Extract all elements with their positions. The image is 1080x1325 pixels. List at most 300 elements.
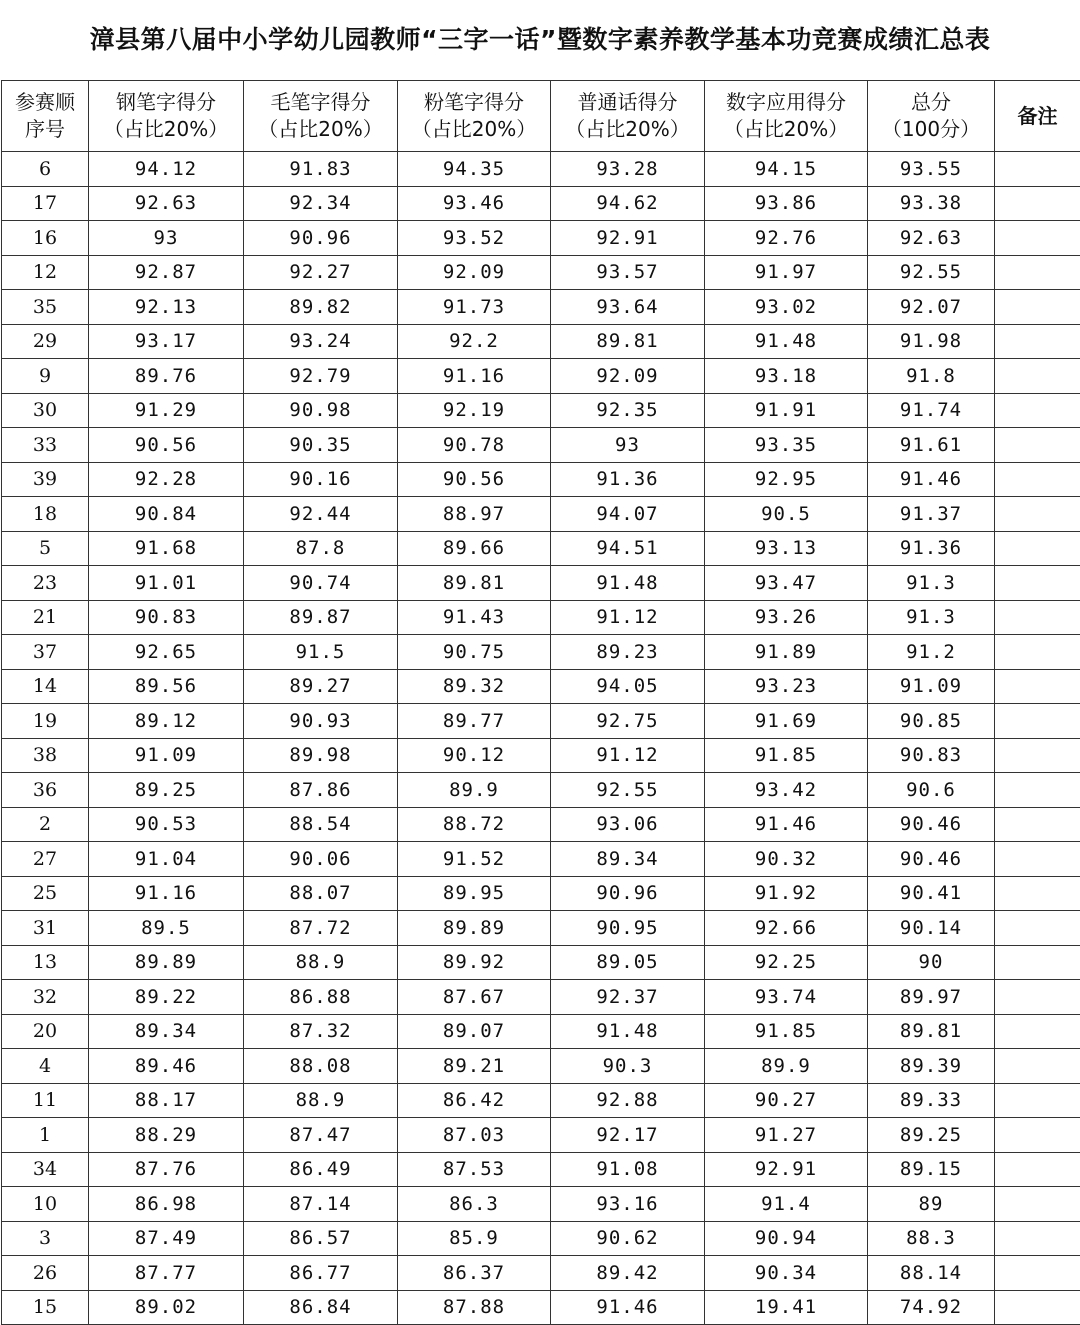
digital-score-cell: 92.95 [705, 462, 868, 497]
pen-score-cell: 91.16 [89, 876, 244, 911]
remarks-cell [995, 600, 1080, 635]
digital-score-cell: 89.9 [705, 1049, 868, 1084]
remarks-cell [995, 1256, 1080, 1291]
chalk-score-cell: 93.52 [398, 221, 551, 256]
mandarin-score-cell: 93 [551, 428, 705, 463]
mandarin-score-cell: 91.46 [551, 1290, 705, 1325]
digital-score-cell: 92.66 [705, 911, 868, 946]
digital-score-cell: 91.27 [705, 1118, 868, 1153]
mandarin-score-cell: 92.37 [551, 980, 705, 1015]
chalk-score-cell: 90.75 [398, 635, 551, 670]
pen-score-cell: 92.28 [89, 462, 244, 497]
total-score-cell: 91.61 [868, 428, 995, 463]
score-table [1, 80, 1080, 1325]
pen-score-cell: 89.89 [89, 945, 244, 980]
chalk-score-cell: 91.52 [398, 842, 551, 877]
mandarin-score-cell: 92.35 [551, 393, 705, 428]
pen-score-cell: 88.17 [89, 1083, 244, 1118]
remarks-cell [995, 945, 1080, 980]
header-label: 参赛顺 [2, 89, 88, 116]
mandarin-score-cell: 92.09 [551, 359, 705, 394]
chalk-score-cell: 86.3 [398, 1187, 551, 1222]
remarks-cell [995, 359, 1080, 394]
pen-score-cell: 90.56 [89, 428, 244, 463]
chalk-score-cell: 88.72 [398, 807, 551, 842]
seq-cell: 4 [2, 1049, 89, 1084]
digital-score-cell: 93.35 [705, 428, 868, 463]
remarks-cell [995, 669, 1080, 704]
pen-score-cell: 89.46 [89, 1049, 244, 1084]
brush-score-cell: 90.93 [244, 704, 398, 739]
remarks-cell [995, 1221, 1080, 1256]
table-row [2, 635, 1080, 670]
table-row [2, 945, 1080, 980]
header-label: 普通话得分 [551, 89, 704, 116]
digital-score-cell: 91.89 [705, 635, 868, 670]
table-row [2, 1152, 1080, 1187]
chalk-score-cell: 90.78 [398, 428, 551, 463]
mandarin-score-cell: 90.96 [551, 876, 705, 911]
total-score-cell: 90.46 [868, 807, 995, 842]
header-label: 备注 [995, 103, 1080, 130]
table-row [2, 462, 1080, 497]
brush-score-cell: 89.82 [244, 290, 398, 325]
header-sublabel: （100分） [868, 116, 994, 143]
chalk-score-cell: 87.03 [398, 1118, 551, 1153]
seq-cell: 3 [2, 1221, 89, 1256]
header-label: 数字应用得分 [705, 89, 867, 116]
mandarin-score-cell: 94.62 [551, 186, 705, 221]
mandarin-score-cell: 90.3 [551, 1049, 705, 1084]
mandarin-score-cell: 94.51 [551, 531, 705, 566]
digital-score-cell: 91.85 [705, 1014, 868, 1049]
remarks-cell [995, 255, 1080, 290]
seq-cell: 1 [2, 1118, 89, 1153]
chalk-score-cell: 89.95 [398, 876, 551, 911]
pen-score-cell: 92.13 [89, 290, 244, 325]
remarks-cell [995, 773, 1080, 808]
table-row [2, 255, 1080, 290]
total-score-cell: 74.92 [868, 1290, 995, 1325]
table-row [2, 1083, 1080, 1118]
seq-cell: 31 [2, 911, 89, 946]
header-label: 总分 [868, 89, 994, 116]
digital-score-cell: 90.94 [705, 1221, 868, 1256]
table-row [2, 359, 1080, 394]
remarks-cell [995, 290, 1080, 325]
pen-score-cell: 91.04 [89, 842, 244, 877]
digital-score-cell: 93.18 [705, 359, 868, 394]
mandarin-score-cell: 91.12 [551, 600, 705, 635]
brush-score-cell: 88.08 [244, 1049, 398, 1084]
brush-score-cell: 87.47 [244, 1118, 398, 1153]
digital-score-cell: 93.26 [705, 600, 868, 635]
digital-score-cell: 91.46 [705, 807, 868, 842]
table-row [2, 186, 1080, 221]
header-pen-score [89, 81, 244, 152]
brush-score-cell: 91.83 [244, 152, 398, 187]
header-mandarin-score [551, 81, 705, 152]
brush-score-cell: 87.14 [244, 1187, 398, 1222]
seq-cell: 36 [2, 773, 89, 808]
table-row [2, 704, 1080, 739]
mandarin-score-cell: 94.07 [551, 497, 705, 532]
mandarin-score-cell: 93.16 [551, 1187, 705, 1222]
chalk-score-cell: 92.2 [398, 324, 551, 359]
remarks-cell [995, 152, 1080, 187]
total-score-cell: 93.55 [868, 152, 995, 187]
brush-score-cell: 89.87 [244, 600, 398, 635]
seq-cell: 33 [2, 428, 89, 463]
pen-score-cell: 90.83 [89, 600, 244, 635]
chalk-score-cell: 90.56 [398, 462, 551, 497]
brush-score-cell: 86.88 [244, 980, 398, 1015]
mandarin-score-cell: 92.75 [551, 704, 705, 739]
chalk-score-cell: 86.37 [398, 1256, 551, 1291]
mandarin-score-cell: 91.48 [551, 566, 705, 601]
table-row [2, 807, 1080, 842]
digital-score-cell: 90.27 [705, 1083, 868, 1118]
seq-cell: 9 [2, 359, 89, 394]
digital-score-cell: 93.47 [705, 566, 868, 601]
brush-score-cell: 93.24 [244, 324, 398, 359]
seq-cell: 12 [2, 255, 89, 290]
chalk-score-cell: 87.88 [398, 1290, 551, 1325]
chalk-score-cell: 93.46 [398, 186, 551, 221]
seq-cell: 16 [2, 221, 89, 256]
header-sublabel: （占比20%） [244, 116, 397, 143]
total-score-cell: 90.83 [868, 738, 995, 773]
pen-score-cell: 88.29 [89, 1118, 244, 1153]
chalk-score-cell: 89.9 [398, 773, 551, 808]
remarks-cell [995, 1083, 1080, 1118]
chalk-score-cell: 94.35 [398, 152, 551, 187]
header-seq [2, 81, 89, 152]
pen-score-cell: 87.76 [89, 1152, 244, 1187]
mandarin-score-cell: 93.28 [551, 152, 705, 187]
chalk-score-cell: 89.32 [398, 669, 551, 704]
chalk-score-cell: 91.16 [398, 359, 551, 394]
remarks-cell [995, 462, 1080, 497]
total-score-cell: 88.3 [868, 1221, 995, 1256]
pen-score-cell: 89.25 [89, 773, 244, 808]
total-score-cell: 92.55 [868, 255, 995, 290]
chalk-score-cell: 90.12 [398, 738, 551, 773]
pen-score-cell: 93.17 [89, 324, 244, 359]
seq-cell: 10 [2, 1187, 89, 1222]
chalk-score-cell: 89.89 [398, 911, 551, 946]
table-row [2, 1118, 1080, 1153]
total-score-cell: 89.39 [868, 1049, 995, 1084]
total-score-cell: 91.74 [868, 393, 995, 428]
brush-score-cell: 92.27 [244, 255, 398, 290]
remarks-cell [995, 1152, 1080, 1187]
digital-score-cell: 91.91 [705, 393, 868, 428]
digital-score-cell: 94.15 [705, 152, 868, 187]
pen-score-cell: 94.12 [89, 152, 244, 187]
table-row [2, 600, 1080, 635]
seq-cell: 5 [2, 531, 89, 566]
pen-score-cell: 89.76 [89, 359, 244, 394]
table-row [2, 566, 1080, 601]
mandarin-score-cell: 89.42 [551, 1256, 705, 1291]
table-row [2, 152, 1080, 187]
total-score-cell: 91.2 [868, 635, 995, 670]
pen-score-cell: 89.5 [89, 911, 244, 946]
remarks-cell [995, 1014, 1080, 1049]
total-score-cell: 89.33 [868, 1083, 995, 1118]
digital-score-cell: 93.86 [705, 186, 868, 221]
total-score-cell: 89 [868, 1187, 995, 1222]
pen-score-cell: 89.12 [89, 704, 244, 739]
header-digital-score [705, 81, 868, 152]
total-score-cell: 89.97 [868, 980, 995, 1015]
brush-score-cell: 90.74 [244, 566, 398, 601]
remarks-cell [995, 566, 1080, 601]
mandarin-score-cell: 93.06 [551, 807, 705, 842]
mandarin-score-cell: 89.23 [551, 635, 705, 670]
mandarin-score-cell: 91.08 [551, 1152, 705, 1187]
seq-cell: 37 [2, 635, 89, 670]
seq-cell: 14 [2, 669, 89, 704]
chalk-score-cell: 88.97 [398, 497, 551, 532]
digital-score-cell: 90.5 [705, 497, 868, 532]
brush-score-cell: 88.9 [244, 945, 398, 980]
digital-score-cell: 92.76 [705, 221, 868, 256]
remarks-cell [995, 842, 1080, 877]
mandarin-score-cell: 90.95 [551, 911, 705, 946]
chalk-score-cell: 91.43 [398, 600, 551, 635]
mandarin-score-cell: 93.57 [551, 255, 705, 290]
digital-score-cell: 90.32 [705, 842, 868, 877]
chalk-score-cell: 87.53 [398, 1152, 551, 1187]
brush-score-cell: 88.9 [244, 1083, 398, 1118]
total-score-cell: 90 [868, 945, 995, 980]
brush-score-cell: 88.07 [244, 876, 398, 911]
digital-score-cell: 93.74 [705, 980, 868, 1015]
pen-score-cell: 91.29 [89, 393, 244, 428]
header-sublabel: （占比20%） [398, 116, 550, 143]
total-score-cell: 89.15 [868, 1152, 995, 1187]
total-score-cell: 91.98 [868, 324, 995, 359]
pen-score-cell: 91.09 [89, 738, 244, 773]
seq-cell: 15 [2, 1290, 89, 1325]
mandarin-score-cell: 92.91 [551, 221, 705, 256]
table-row [2, 1221, 1080, 1256]
table-body [2, 152, 1080, 1325]
mandarin-score-cell: 92.88 [551, 1083, 705, 1118]
seq-cell: 20 [2, 1014, 89, 1049]
table-row [2, 531, 1080, 566]
header-remarks [995, 81, 1080, 152]
pen-score-cell: 92.87 [89, 255, 244, 290]
total-score-cell: 92.63 [868, 221, 995, 256]
seq-cell: 32 [2, 980, 89, 1015]
total-score-cell: 91.8 [868, 359, 995, 394]
pen-score-cell: 92.63 [89, 186, 244, 221]
seq-cell: 13 [2, 945, 89, 980]
table-row [2, 669, 1080, 704]
table-row [2, 980, 1080, 1015]
total-score-cell: 90.6 [868, 773, 995, 808]
mandarin-score-cell: 90.62 [551, 1221, 705, 1256]
pen-score-cell: 89.56 [89, 669, 244, 704]
table-row [2, 393, 1080, 428]
chalk-score-cell: 91.73 [398, 290, 551, 325]
digital-score-cell: 92.25 [705, 945, 868, 980]
digital-score-cell: 19.41 [705, 1290, 868, 1325]
seq-cell: 23 [2, 566, 89, 601]
brush-score-cell: 92.79 [244, 359, 398, 394]
header-chalk-score [398, 81, 551, 152]
chalk-score-cell: 89.66 [398, 531, 551, 566]
chalk-score-cell: 89.81 [398, 566, 551, 601]
chalk-score-cell: 89.21 [398, 1049, 551, 1084]
total-score-cell: 90.41 [868, 876, 995, 911]
table-row [2, 1187, 1080, 1222]
total-score-cell: 92.07 [868, 290, 995, 325]
chalk-score-cell: 92.09 [398, 255, 551, 290]
digital-score-cell: 93.42 [705, 773, 868, 808]
seq-cell: 35 [2, 290, 89, 325]
total-score-cell: 91.3 [868, 566, 995, 601]
pen-score-cell: 90.84 [89, 497, 244, 532]
seq-cell: 38 [2, 738, 89, 773]
brush-score-cell: 87.8 [244, 531, 398, 566]
digital-score-cell: 91.48 [705, 324, 868, 359]
mandarin-score-cell: 89.05 [551, 945, 705, 980]
header-brush-score [244, 81, 398, 152]
table-row [2, 324, 1080, 359]
brush-score-cell: 86.49 [244, 1152, 398, 1187]
seq-cell: 11 [2, 1083, 89, 1118]
remarks-cell [995, 428, 1080, 463]
remarks-cell [995, 1187, 1080, 1222]
total-score-cell: 91.36 [868, 531, 995, 566]
brush-score-cell: 90.16 [244, 462, 398, 497]
pen-score-cell: 87.77 [89, 1256, 244, 1291]
brush-score-cell: 88.54 [244, 807, 398, 842]
table-row [2, 842, 1080, 877]
header-label: 钢笔字得分 [89, 89, 243, 116]
brush-score-cell: 92.44 [244, 497, 398, 532]
digital-score-cell: 92.91 [705, 1152, 868, 1187]
mandarin-score-cell: 94.05 [551, 669, 705, 704]
table-row [2, 773, 1080, 808]
brush-score-cell: 89.98 [244, 738, 398, 773]
total-score-cell: 91.37 [868, 497, 995, 532]
seq-cell: 25 [2, 876, 89, 911]
seq-cell: 30 [2, 393, 89, 428]
digital-score-cell: 93.02 [705, 290, 868, 325]
table-row [2, 221, 1080, 256]
mandarin-score-cell: 91.36 [551, 462, 705, 497]
table-row [2, 290, 1080, 325]
header-label: 粉笔字得分 [398, 89, 550, 116]
digital-score-cell: 93.13 [705, 531, 868, 566]
seq-cell: 26 [2, 1256, 89, 1291]
brush-score-cell: 86.84 [244, 1290, 398, 1325]
mandarin-score-cell: 91.12 [551, 738, 705, 773]
brush-score-cell: 87.72 [244, 911, 398, 946]
remarks-cell [995, 1290, 1080, 1325]
mandarin-score-cell: 89.34 [551, 842, 705, 877]
digital-score-cell: 91.85 [705, 738, 868, 773]
table-row [2, 1014, 1080, 1049]
table-row [2, 911, 1080, 946]
digital-score-cell: 90.34 [705, 1256, 868, 1291]
pen-score-cell: 87.49 [89, 1221, 244, 1256]
table-row [2, 1049, 1080, 1084]
table-row [2, 1256, 1080, 1291]
seq-cell: 39 [2, 462, 89, 497]
table-row [2, 876, 1080, 911]
remarks-cell [995, 1049, 1080, 1084]
seq-cell: 29 [2, 324, 89, 359]
chalk-score-cell: 89.77 [398, 704, 551, 739]
brush-score-cell: 90.96 [244, 221, 398, 256]
header-sublabel: （占比20%） [705, 116, 867, 143]
brush-score-cell: 92.34 [244, 186, 398, 221]
digital-score-cell: 91.97 [705, 255, 868, 290]
seq-cell: 17 [2, 186, 89, 221]
remarks-cell [995, 221, 1080, 256]
remarks-cell [995, 1118, 1080, 1153]
remarks-cell [995, 738, 1080, 773]
table-row [2, 1290, 1080, 1325]
chalk-score-cell: 89.92 [398, 945, 551, 980]
total-score-cell: 93.38 [868, 186, 995, 221]
remarks-cell [995, 393, 1080, 428]
seq-cell: 6 [2, 152, 89, 187]
brush-score-cell: 87.86 [244, 773, 398, 808]
header-total-score [868, 81, 995, 152]
pen-score-cell: 90.53 [89, 807, 244, 842]
mandarin-score-cell: 92.55 [551, 773, 705, 808]
total-score-cell: 91.3 [868, 600, 995, 635]
chalk-score-cell: 89.07 [398, 1014, 551, 1049]
brush-score-cell: 89.27 [244, 669, 398, 704]
total-score-cell: 88.14 [868, 1256, 995, 1291]
table-row [2, 428, 1080, 463]
remarks-cell [995, 635, 1080, 670]
seq-cell: 2 [2, 807, 89, 842]
header-sublabel: （占比20%） [551, 116, 704, 143]
digital-score-cell: 91.4 [705, 1187, 868, 1222]
mandarin-score-cell: 91.48 [551, 1014, 705, 1049]
pen-score-cell: 93 [89, 221, 244, 256]
header-sublabel: （占比20%） [89, 116, 243, 143]
pen-score-cell: 89.22 [89, 980, 244, 1015]
brush-score-cell: 90.06 [244, 842, 398, 877]
brush-score-cell: 90.98 [244, 393, 398, 428]
remarks-cell [995, 704, 1080, 739]
brush-score-cell: 87.32 [244, 1014, 398, 1049]
digital-score-cell: 91.69 [705, 704, 868, 739]
table-row [2, 497, 1080, 532]
chalk-score-cell: 87.67 [398, 980, 551, 1015]
mandarin-score-cell: 93.64 [551, 290, 705, 325]
brush-score-cell: 90.35 [244, 428, 398, 463]
seq-cell: 21 [2, 600, 89, 635]
remarks-cell [995, 807, 1080, 842]
chalk-score-cell: 92.19 [398, 393, 551, 428]
pen-score-cell: 89.02 [89, 1290, 244, 1325]
total-score-cell: 90.46 [868, 842, 995, 877]
pen-score-cell: 89.34 [89, 1014, 244, 1049]
header-sublabel: 序号 [2, 116, 88, 143]
header-label: 毛笔字得分 [244, 89, 397, 116]
